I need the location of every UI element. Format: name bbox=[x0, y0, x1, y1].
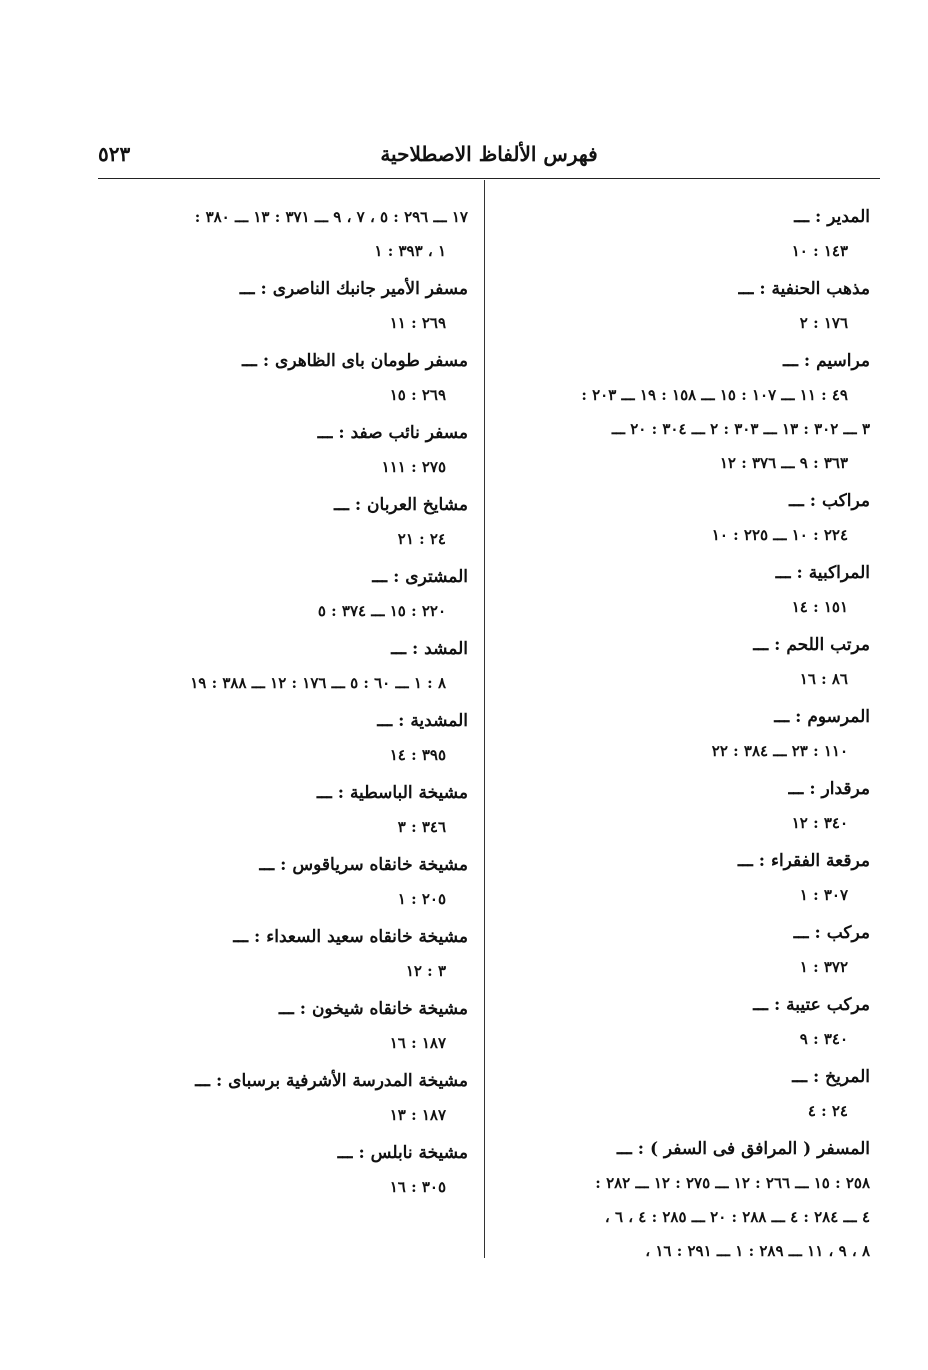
index-entry bbox=[506, 344, 870, 480]
index-entry bbox=[506, 916, 870, 984]
index-entry bbox=[506, 484, 870, 552]
index-refs: ٢٥٨ : ١٥ ـــ ٢٦٦ : ١٢ ـــ ٢٧٥ : ١٢ ـــ ٢٨٢ : bbox=[595, 1174, 870, 1192]
index-entry bbox=[108, 488, 468, 556]
index-entry bbox=[506, 556, 870, 624]
index-entry bbox=[506, 988, 870, 1056]
index-entry bbox=[108, 704, 468, 772]
index-term: مسفر نائب صفد : ـــ bbox=[317, 423, 468, 443]
index-refs: ٣٦٣ : ٩ ـــ ٣٧٦ : ١٢ bbox=[719, 454, 848, 472]
index-entry bbox=[108, 272, 468, 340]
index-entry bbox=[108, 344, 468, 412]
index-entry bbox=[108, 1064, 468, 1132]
index-refs: ١٤٣ : ١٠ bbox=[791, 242, 848, 260]
index-term: مشيخة الباسطية : ـــ bbox=[316, 783, 468, 803]
index-refs: ٣٩٥ : ١٤ bbox=[389, 746, 446, 764]
header-rule bbox=[98, 178, 880, 179]
index-entry bbox=[506, 628, 870, 696]
index-entry bbox=[108, 992, 468, 1060]
index-term: مسفر طومان باى الظاهرى : ـــ bbox=[241, 351, 468, 371]
index-refs: ١١٠ : ٢٣ ـــ ٣٨٤ : ٢٢ bbox=[711, 742, 848, 760]
index-term: المشد : ـــ bbox=[391, 639, 468, 659]
index-refs: ٢٧٥ : ١١١ bbox=[381, 458, 446, 476]
index-term: المشدية : ـــ bbox=[377, 711, 468, 731]
index-term: مشيخة خانقاه شيخون : ـــ bbox=[278, 999, 468, 1019]
index-refs: ٣٠٧ : ١ bbox=[799, 886, 848, 904]
index-term: مشيخة المدرسة الأشرفية برسباى : ـــ bbox=[195, 1071, 468, 1091]
index-term: مركب عتيبة : ـــ bbox=[753, 995, 870, 1015]
index-entry bbox=[108, 1136, 468, 1204]
page-number: ٥٢٣ bbox=[98, 142, 131, 166]
index-refs: ٤ ـــ ٢٨٤ : ٤ ـــ ٢٨٨ : ٢٠ ـــ ٢٨٥ : ٤ ، ٦ ، bbox=[604, 1208, 870, 1226]
index-entry bbox=[506, 772, 870, 840]
index-refs: ٨ : ١ ـــ ٦٠ : ٥ ـــ ١٧٦ : ١٢ ـــ ٣٨٨ : ١٩ bbox=[190, 674, 446, 692]
index-entry bbox=[506, 1132, 870, 1268]
index-refs: ٢٢٠ : ١٥ ـــ ٣٧٤ : ٥ bbox=[317, 602, 446, 620]
index-refs: ٨٦ : ١٦ bbox=[799, 670, 848, 688]
index-refs: ٢٦٩ : ١٥ bbox=[389, 386, 446, 404]
index-entry bbox=[108, 920, 468, 988]
index-refs: ٢٢٤ : ١٠ ـــ ٢٢٥ : ١٠ bbox=[711, 526, 848, 544]
index-entry-continuation bbox=[108, 200, 468, 268]
index-term: المشترى : ـــ bbox=[372, 567, 468, 587]
index-column-left bbox=[108, 200, 468, 1204]
index-term: مراكب : ـــ bbox=[788, 491, 870, 511]
index-entry bbox=[506, 272, 870, 340]
index-term: مشيخة خانقاه سرياقوس : ـــ bbox=[259, 855, 468, 875]
index-term: مرقعة الفقراء : ـــ bbox=[737, 851, 870, 871]
index-entry bbox=[506, 844, 870, 912]
page-title: فهرس الألفاظ الاصطلاحية bbox=[380, 142, 598, 166]
index-entry bbox=[108, 848, 468, 916]
index-term: مشيخة خانقاه سعيد السعداء : ـــ bbox=[233, 927, 468, 947]
index-refs: ٣ ـــ ٣٠٢ : ١٣ ـــ ٣٠٣ : ٢ ـــ ٣٠٤ : ٢٠ ـــ bbox=[611, 420, 870, 438]
index-term: مسفر الأمير جانبك الناصرى : ـــ bbox=[239, 279, 468, 299]
index-term: المريخ : ـــ bbox=[792, 1067, 870, 1087]
index-term: المسفر ( المرافق فى السفر ) : ـــ bbox=[616, 1139, 870, 1159]
index-term: مرقدار : ـــ bbox=[788, 779, 870, 799]
index-refs: ١٥١ : ١٤ bbox=[791, 598, 848, 616]
index-term: المراكبية : ـــ bbox=[775, 563, 870, 583]
index-term: مركب : ـــ bbox=[793, 923, 870, 943]
index-refs: ٤٩ : ١١ ـــ ١٠٧ : ١٥ ـــ ١٥٨ : ١٩ ـــ ٢٠٣ : bbox=[581, 386, 848, 404]
index-entry bbox=[108, 776, 468, 844]
index-refs: ٣٠٥ : ١٦ bbox=[389, 1178, 446, 1196]
index-term: مراسيم : ـــ bbox=[783, 351, 870, 371]
index-term: مرتب اللحم : ـــ bbox=[753, 635, 870, 655]
index-refs: ٢٦٩ : ١١ bbox=[389, 314, 446, 332]
index-entry bbox=[108, 416, 468, 484]
column-divider bbox=[484, 180, 485, 1258]
index-term: مشيخة نابلس : ـــ bbox=[337, 1143, 468, 1163]
index-refs: ١٨٧ : ١٣ bbox=[389, 1106, 446, 1124]
index-refs: ١٧ ـــ ٢٩٦ : ٥ ، ٧ ، ٩ ـــ ٣٧١ : ١٣ ـــ ٣٨٠ : bbox=[194, 208, 468, 226]
index-refs: ٢٤ : ٢١ bbox=[397, 530, 446, 548]
index-refs: ٢٤ : ٤ bbox=[807, 1102, 848, 1120]
index-refs: ٣٤٠ : ٩ bbox=[799, 1030, 848, 1048]
index-entry bbox=[108, 560, 468, 628]
index-refs: ١٧٦ : ٢ bbox=[799, 314, 848, 332]
index-column-right bbox=[506, 200, 870, 1268]
index-refs: ١٨٧ : ١٦ bbox=[389, 1034, 446, 1052]
index-refs: ٣٤٠ : ١٢ bbox=[791, 814, 848, 832]
index-refs: ٣٤٦ : ٣ bbox=[397, 818, 446, 836]
index-refs: ٣ : ١٢ bbox=[405, 962, 446, 980]
index-term: مشايخ العربان : ـــ bbox=[333, 495, 468, 515]
page-header bbox=[98, 140, 880, 178]
index-refs: ١ ، ٣٩٣ : ١ bbox=[374, 242, 446, 260]
index-term: المرسوم : ـــ bbox=[774, 707, 870, 727]
index-refs: ٢٠٥ : ١ bbox=[397, 890, 446, 908]
index-entry bbox=[108, 632, 468, 700]
index-term: مذهب الحنفية : ـــ bbox=[738, 279, 870, 299]
index-refs: ٣٧٢ : ١ bbox=[799, 958, 848, 976]
index-entry bbox=[506, 700, 870, 768]
index-entry bbox=[506, 1060, 870, 1128]
index-term: المدير : ـــ bbox=[794, 207, 870, 227]
index-entry bbox=[506, 200, 870, 268]
index-refs: ٨ ، ٩ ، ١١ ـــ ٢٨٩ : ١ ـــ ٢٩١ : ١٦ ، bbox=[645, 1242, 870, 1260]
